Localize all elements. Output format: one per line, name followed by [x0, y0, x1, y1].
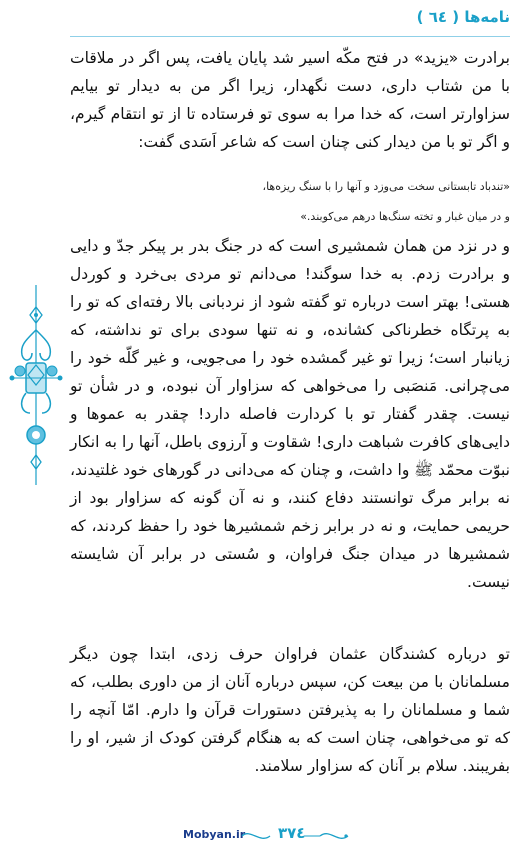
- paragraph-2: و در نزد من همان شمشیری است که در جنگ بدر بر پیکر جدّ و دایی و برادرت زدم. به خدا سوگند! می‌دانم تو مردی بی‌خرد و کوردل هستی! بهتر است درباره تو گفته شود از نردبانی بالا رفته‌ای که تو را به پرتگاه خطرناکی کشانده، و نه تنها سودی برای تو نداشته، که زیانبار است؛ زیرا تو غیر گمشده خود را می‌جویی، و غیر گلّه خود را می‌چرانی. مَنصَبی را می‌خواهی که سزاوار آن نبوده، و در شأن تو نیست. چقدر گفتار تو با کردارت فاصله دارد! چقدر به عموها و دایی‌های کافرت شباهت داری! شقاوت و آرزوی باطل، آنها را به انکار نبوّت محمّد ﷺ وا داشت، و چنان که می‌دانی در گورهای خود غلتیدند، نه برابر مرگ توانستند دفاع کنند، و نه آن گونه که سزاوار بود از حریمی حمایت، و نه در برابر زخم شمشیرها خود را حفظ کردند، که شمشیرها در میدان جنگ فراوان، و سُستی در برابر آن شایسته نیست.: [70, 237, 510, 591]
- floral-ornament-icon: [8, 285, 64, 485]
- paragraph-3: تو درباره کشندگان عثمان فراوان حرف زدی، ابتدا چون دیگر مسلمانان با من بیعت کن، سپس درباره آنان از من داوری بطلب، که شما و مسلمانان را به پذیرفتن دستورات قرآن وا دارم. امّا آنچه را که تو می‌خواهی، چنان است که به هنگام گرفتن کودک از شیر، او را بفریبند. سلام بر آنان که سزاوار سلامند.: [70, 645, 510, 775]
- header-divider: [70, 36, 510, 37]
- page-title: نامه‌ها ( ٦٤ ): [416, 8, 510, 26]
- page-header: [70, 8, 510, 34]
- poem-line-2: و در میان غبار و تخته سنگ‌ها درهم می‌کوبند.»: [300, 210, 510, 223]
- site-watermark: Mobyan.ir: [183, 828, 246, 841]
- page-footer: [0, 822, 520, 848]
- paragraph-1: برادرت «یزید» در فتح مکّه اسیر شد پایان یافت، پس اگر در ملاقات با من شتاب داری، دست نگهدار، زیرا اگر من به دیدار تو بیایم سزاوارتر است، که خدا مرا به سوی تو فرستاده تا از تو انتقام گیرم، و اگر تو با من دیدار کنی چنان است که شاعر اَسَدی گفت:: [70, 49, 510, 151]
- poem-line-1: «تندباد تابستانی سخت می‌وزد و آنها را با سنگ ریزه‌ها،: [262, 180, 510, 193]
- page-number: ٣٧٤: [278, 824, 306, 842]
